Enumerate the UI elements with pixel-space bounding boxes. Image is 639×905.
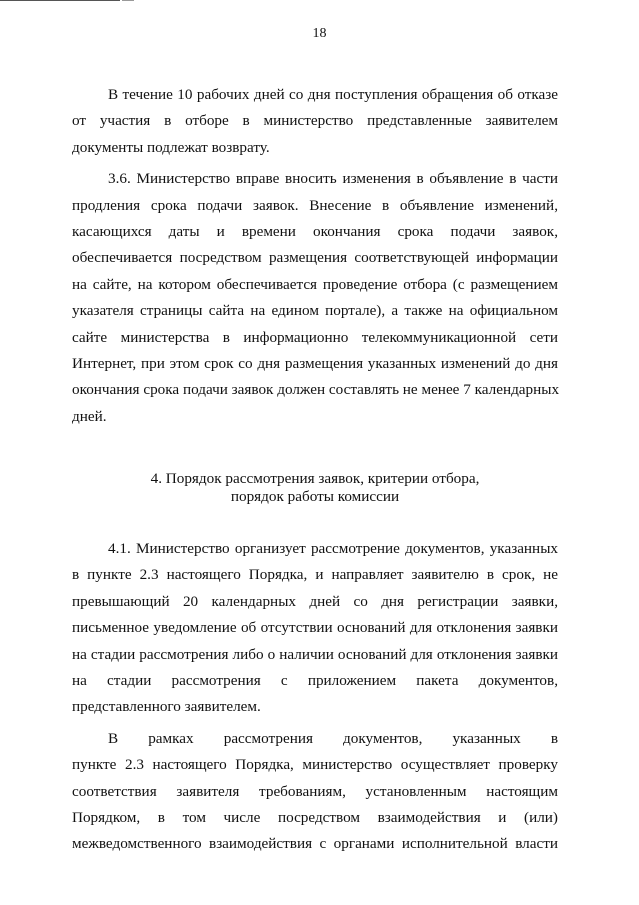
text-line: в пункте 2.3 настоящего Порядка, и направляет заявителю в срок, не [72,566,558,584]
text-line: В течение 10 рабочих дней со дня поступления обращения об отказе [108,86,558,103]
text-line: межведомственного взаимодействия с органами исполнительной власти [72,835,558,853]
text-line: касающихся даты и времени окончания срока подачи заявок, [72,222,558,240]
text-line: В рамках рассмотрения документов, указанных в [108,729,558,747]
text-line: пункте 2.3 настоящего Порядка, министерство осуществляет проверку [72,756,558,774]
paragraph-review [72,726,558,858]
text-line: окончания срока подачи заявок должен составлять не менее 7 календарных [72,381,560,399]
text-line: документы подлежат возврату. [72,138,270,156]
text-line: указателя страницы сайта на едином портале), а также на официальном [72,302,558,320]
section-heading-line: 4. Порядок рассмотрения заявок, критерии отбора, [150,470,480,488]
text-line: превышающий 20 календарных дней со дня регистрации заявки, [72,592,558,610]
text-line: письменное уведомление об отсутствии оснований для отклонения заявки [72,619,558,637]
text-line: на стадии рассмотрения либо о наличии оснований для отклонения заявки [72,645,558,663]
text-line: дней. [72,407,107,425]
header-rule [0,0,120,1]
paragraph-4-1 [72,536,558,721]
text-line: 4.1. Министерство организует рассмотрение документов, указанных [108,540,558,558]
text-line: соответствия заявителя требованиям, установленным настоящим [72,782,558,800]
section-heading [72,470,558,506]
text-line: представленного заявителем. [72,698,261,716]
section-heading-line: порядок работы комиссии [230,488,400,506]
paragraph-3-6 [72,166,558,430]
text-line: продления срока подачи заявок. Внесение в объявление изменений, [72,196,558,214]
text-line: обеспечивается посредством размещения соответствующей информации [72,249,558,267]
text-line: на стадии рассмотрения с приложением пакета документов, [72,672,558,690]
text-line: на сайте, на котором обеспечивается проведение отбора (с размещением [72,275,558,293]
page-number: 18 [312,26,327,41]
header-tick [122,0,134,1]
text-line: Интернет, при этом срок со дня размещения указанных изменений до дня [72,354,558,372]
text-line: 3.6. Министерство вправе вносить изменения в объявление в части [108,170,558,188]
text-line: сайте министерства в информационно телекоммуникационной сети [72,328,558,346]
paragraph-refund [72,82,558,161]
text-line: Порядком, в том числе посредством взаимодействия и (или) [72,808,558,826]
text-line: от участия в отборе в министерство представленные заявителем [72,112,558,130]
document-body [72,82,558,858]
